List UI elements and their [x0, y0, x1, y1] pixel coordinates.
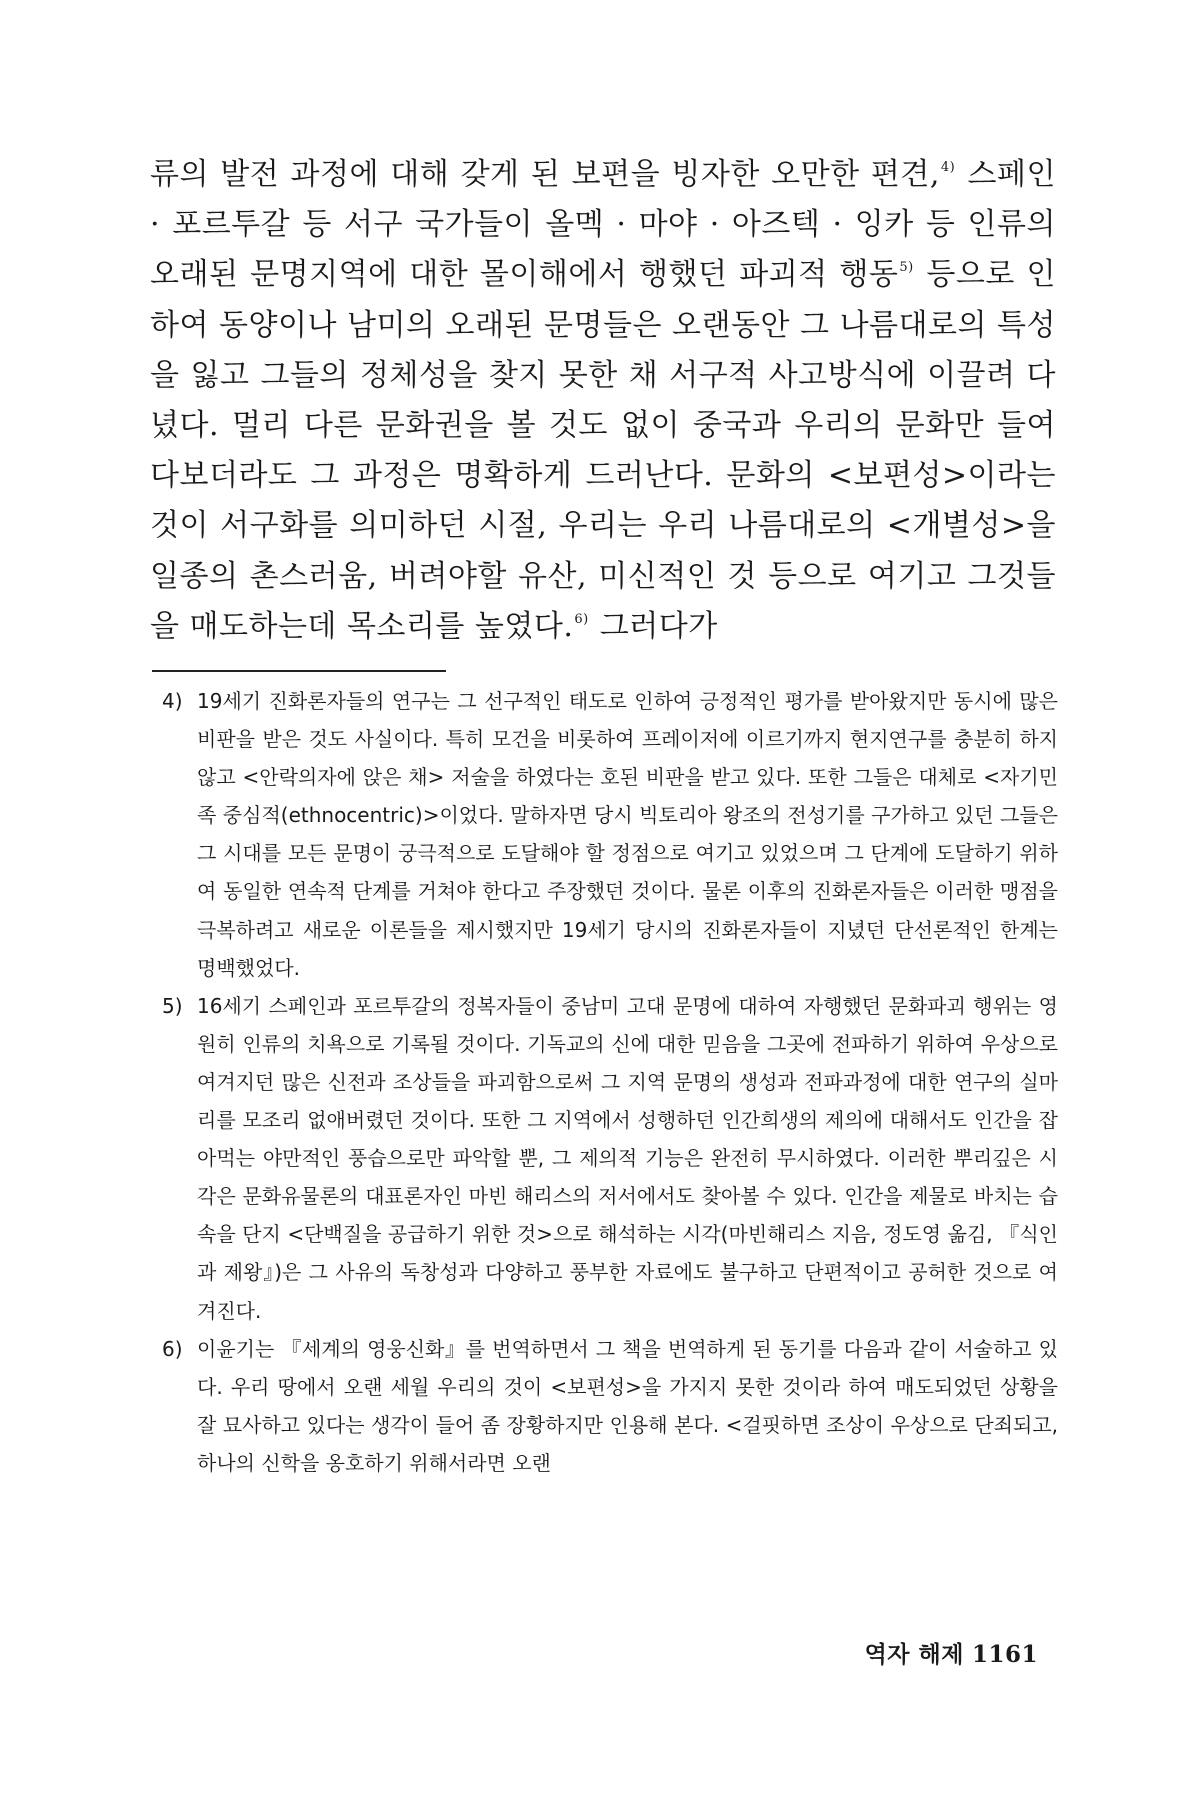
footnote: [162, 987, 1058, 1330]
paragraph-text: 그러다가: [589, 608, 718, 644]
page-footer: [865, 1636, 1038, 1669]
paragraph-text: 스페인 · 포르투갈 등 서구 국가들이 올멕 · 마야 · 아즈텍 · 잉카 등 인류의 오래된 문명지역에 대한 몰이해에서 행했던 파괴적 행동: [150, 157, 1056, 293]
footnotes: [162, 682, 1058, 1482]
page-number: 1161: [971, 1641, 1038, 1668]
paragraph-text: 류의 발전 과정에 대해 갖게 된 보편을 빙자한 오만한 편견,: [150, 157, 940, 192]
footnote-ref: 4): [940, 160, 956, 175]
footnote: [162, 1330, 1058, 1482]
footnote-divider: [152, 670, 446, 672]
footnote-text: 이윤기는 『세계의 영웅신화』를 번역하면서 그 책을 번역하게 된 동기를 다음과 같이 서술하고 있다. 우리 땅에서 오랜 세월 우리의 것이 <보편성>을 가지지 못한 것이라 하여 매도되었던 상황을 잘 묘사하고 있다는 생각이 들어 좀 장황하지만 인용해 본다. <걸핏하면 조상이 우상으로 단죄되고, 하나의 신학을 옹호하기 위해서라면 오랜: [197, 1336, 1058, 1475]
footnote-text: 16세기 스페인과 포르투갈의 정복자들이 중남미 고대 문명에 대하여 자행했던 문화파괴 행위는 영원히 인류의 치욕으로 기록될 것이다. 기독교의 신에 대한 믿음을 그곳에 전파하기 위하여 우상으로 여겨지던 많은 신전과 조상들을 파괴함으로써 그 지역 문명의 생성과 전파과정에 대한 연구의 실마리를 모조리 없애버렸던 것이다. 또한 그 지역에서 성행하던 인간희생의 제의에 대해서도 인간을 잡아먹는 야만적인 풍습으로만 파악할 뿐, 그 제의적 기능은 완전히 무시하였다. 이러한 뿌리깊은 시각은 문화유물론의 대표론자인 마빈 해리스의 저서에서도 찾아볼 수 있다. 인간을 제물로 바치는 습속을 단지 <단백질을 공급하기 위한 것>으로 해석하는 시각(마빈해리스 지음, 정도영 옮김, 『식인과 제왕』)은 그 사유의 독창성과 다양하고 풍부한 자료에도 불구하고 단편적이고 공허한 것으로 여겨진다.: [197, 993, 1058, 1323]
footnote-text: 19세기 진화론자들의 연구는 그 선구적인 태도로 인하여 긍정적인 평가를 받아왔지만 동시에 많은 비판을 받은 것도 사실이다. 특히 모건을 비롯하여 프레이저에 이르기까지 현지연구를 충분히 하지 않고 <안락의자에 앉은 채> 저술을 하였다는 호된 비판을 받고 있다. 또한 그들은 대체로 <자기민족 중심적(ethnocentric)>이었다. 말하자면 당시 빅토리아 왕조의 전성기를 구가하고 있던 그들은 그 시대를 모든 문명이 궁극적으로 도달해야 할 정점으로 여기고 있었으며 그 단계에 도달하기 위하여 동일한 연속적 단계를 거쳐야 한다고 주장했던 것이다. 물론 이후의 진화론자들은 이러한 맹점을 극복하려고 새로운 이론들을 제시했지만 19세기 당시의 진화론자들이 지녔던 단선론적인 한계는 명백했었다.: [197, 689, 1058, 980]
footnote-ref: 6): [574, 611, 589, 627]
footnote-number: 6): [162, 1336, 183, 1361]
footnote-ref: 5): [899, 260, 914, 276]
running-footer-title: 역자 해제: [864, 1641, 964, 1668]
main-paragraph: [150, 150, 1056, 652]
paragraph-text: 등으로 인하여 동양이나 남미의 오래된 문명들은 오랜동안 그 나름대로의 특성을 잃고 그들의 정체성을 찾지 못한 채 서구적 사고방식에 이끌려 다녔다. 멀리 다른 문화권을 볼 것도 없이 중국과 우리의 문화만 들여다보더라도 그 과정은 명확하게 드러난다. 문화의 <보편성>이라는 것이 서구화를 의미하던 시절, 우리는 우리 나름대로의 <개별성>을 일종의 촌스러움, 버려야할 유산, 미신적인 것 등으로 여기고 그것들을 매도하는데 목소리를 높였다.: [150, 257, 1056, 644]
footnote-number: 5): [162, 993, 183, 1018]
footnote: [162, 682, 1058, 987]
footnote-number: 4): [162, 689, 183, 713]
